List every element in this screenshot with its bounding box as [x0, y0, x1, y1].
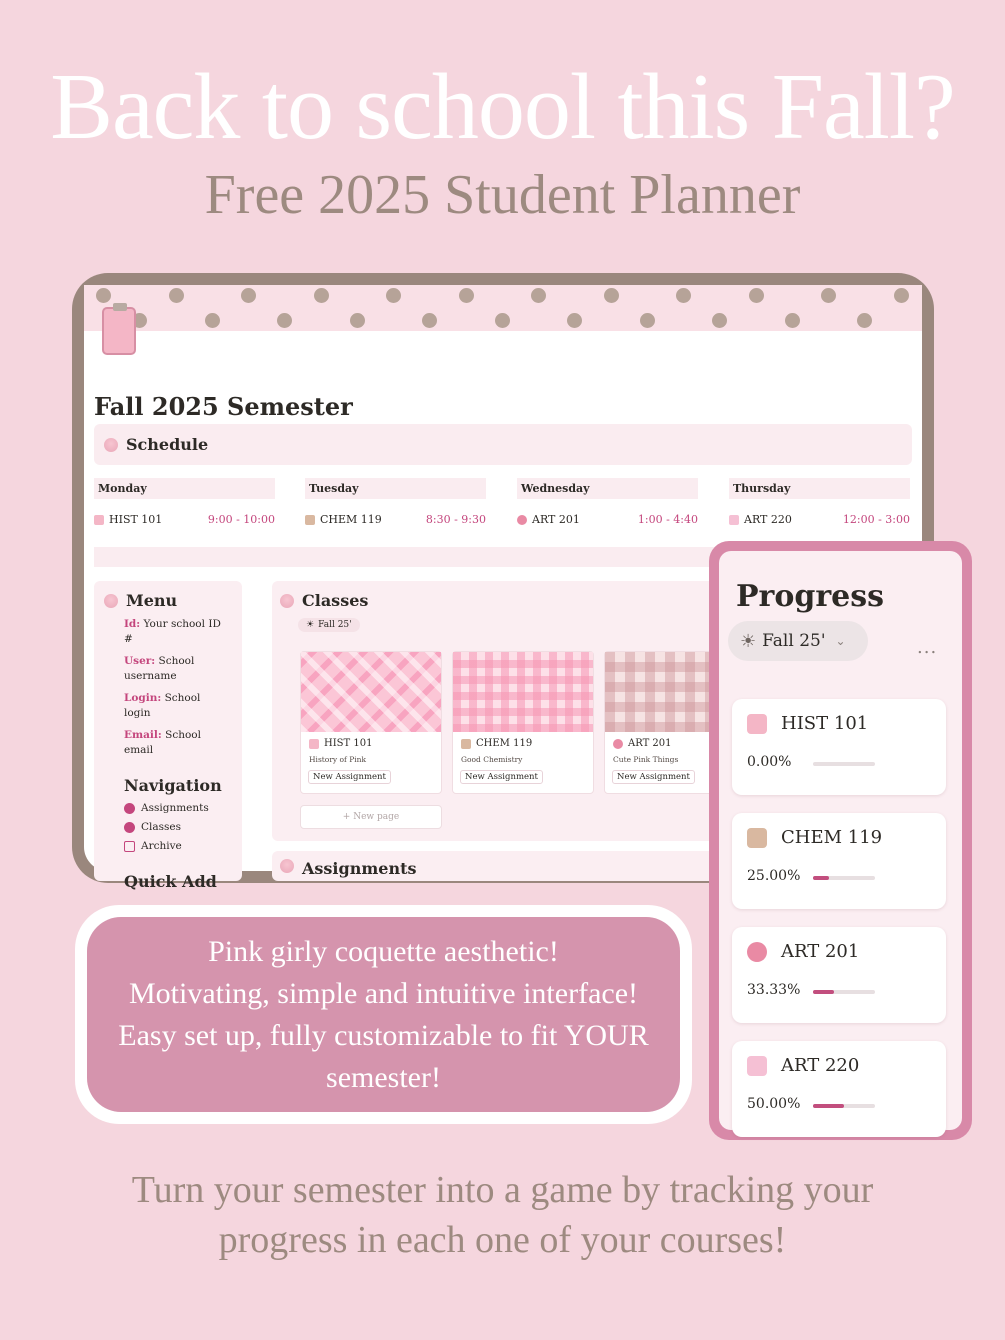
footer-text	[0, 1165, 1005, 1265]
hero-subtitle: Free 2025 Student Planner	[204, 164, 801, 226]
polka-dot	[241, 288, 256, 303]
new-assignment-button[interactable]: New Assignment	[612, 770, 695, 784]
course-time: 9:00 - 10:00	[207, 513, 275, 526]
progress-card[interactable]: HIST 101 0.00%	[732, 699, 946, 795]
footer-line: Turn your semester into a game by tracking your	[131, 1169, 874, 1211]
chevron-down-icon: ⌄	[835, 634, 846, 648]
clipboard-icon	[747, 714, 767, 734]
heart-icon	[104, 438, 118, 452]
progress-card[interactable]: CHEM 119 25.00%	[732, 813, 946, 909]
promo-line: Pink girly coquette aesthetic!	[208, 934, 559, 968]
navigation-heading: Navigation	[124, 776, 222, 795]
progress-percent: 25.00%	[747, 868, 801, 884]
card-description: Cute Pink Things	[613, 755, 679, 764]
semester-filter[interactable]: ☀ Fall 25'	[298, 618, 360, 632]
polka-dot	[749, 288, 764, 303]
page-title: Fall 2025 Semester	[94, 392, 353, 421]
polka-dot	[640, 313, 655, 328]
polka-dot	[676, 288, 691, 303]
course-name: CHEM 119	[320, 513, 382, 526]
menu-panel	[94, 581, 242, 891]
hero-title: Back to school this Fall?	[50, 55, 955, 159]
nav-item-assignments[interactable]: Assignments	[104, 802, 230, 814]
polka-dot-banner	[84, 285, 922, 331]
progress-phone	[709, 541, 972, 1140]
polka-dot	[277, 313, 292, 328]
new-assignment-button[interactable]: New Assignment	[460, 770, 543, 784]
clipboard-icon	[102, 307, 136, 355]
menu-heading: Menu	[126, 591, 178, 610]
more-options-icon[interactable]: ...	[917, 637, 938, 658]
polka-dot	[567, 313, 582, 328]
polka-dot	[205, 313, 220, 328]
course-time: 8:30 - 9:30	[425, 513, 486, 526]
class-card-art[interactable]: ART 201 Cute Pink Things New Assignment	[604, 651, 746, 794]
laptop-icon	[124, 841, 135, 852]
promo-line: Motivating, simple and intuitive interface!	[128, 976, 639, 1010]
polka-dot	[712, 313, 727, 328]
course-name: ART 201	[532, 513, 580, 526]
card-cover	[453, 652, 593, 732]
progress-bar	[813, 876, 875, 880]
assignments-heading: Assignments	[302, 859, 417, 878]
progress-title: Progress	[736, 579, 885, 614]
heart-icon	[280, 594, 294, 608]
schedule-day-monday	[94, 478, 275, 526]
progress-bar	[813, 762, 875, 766]
schedule-header[interactable]	[94, 424, 912, 465]
sun-icon: ☀	[740, 630, 757, 652]
polka-dot	[96, 288, 111, 303]
clipboard-icon	[309, 739, 319, 749]
books-icon	[747, 828, 767, 848]
rose-icon	[613, 739, 623, 749]
day-name: Thursday	[729, 478, 910, 499]
sun-icon: ☀	[306, 620, 315, 630]
menu-row-email: Email: School email	[124, 729, 201, 756]
day-name: Monday	[94, 478, 275, 499]
classes-panel	[272, 581, 732, 841]
polka-dot	[604, 288, 619, 303]
books-icon	[461, 739, 471, 749]
schedule-day-thursday	[729, 478, 910, 526]
progress-card[interactable]: ART 220 50.00%	[732, 1041, 946, 1137]
card-description: History of Pink	[309, 755, 367, 764]
day-name: Wednesday	[517, 478, 698, 499]
polka-dot	[531, 288, 546, 303]
rose-icon	[747, 942, 767, 962]
progress-panel	[719, 551, 962, 1130]
polka-dot	[314, 288, 329, 303]
schedule-day-tuesday	[305, 478, 486, 526]
polka-dot	[422, 313, 437, 328]
course-time: 1:00 - 4:40	[637, 513, 698, 526]
card-cover	[301, 652, 441, 732]
books-icon	[305, 515, 315, 525]
schedule-day-wednesday	[517, 478, 698, 526]
nav-item-archive[interactable]: Archive	[104, 840, 230, 852]
rose-icon	[124, 822, 135, 833]
promo-line: Easy set up, fully customizable to fit YOUR	[118, 1018, 649, 1052]
progress-percent: 50.00%	[747, 1096, 801, 1112]
rose-icon	[124, 803, 135, 814]
footer-line: progress in each one of your courses!	[218, 1219, 787, 1261]
polka-dot	[169, 288, 184, 303]
menu-row-user: User: School username	[124, 655, 195, 682]
polka-dot	[459, 288, 474, 303]
menu-row-id: Id: Your school ID #	[124, 618, 221, 645]
polka-dot	[495, 313, 510, 328]
progress-filter[interactable]: ☀ Fall 25' ⌄	[728, 621, 868, 661]
promo-box	[75, 905, 692, 1124]
nav-item-classes[interactable]: Classes	[104, 821, 230, 833]
menu-row-login: Login: School login	[124, 692, 201, 719]
course-name: HIST 101	[109, 513, 163, 526]
schedule-heading: Schedule	[126, 435, 209, 454]
quick-add-heading: Quick Add	[124, 872, 217, 891]
assignments-section[interactable]	[272, 851, 732, 881]
classes-heading: Classes	[302, 591, 369, 610]
polka-dot	[821, 288, 836, 303]
clipboard-icon	[94, 515, 104, 525]
schedule-item[interactable]	[517, 513, 698, 526]
schedule-item[interactable]	[305, 513, 486, 526]
progress-card[interactable]: ART 201 33.33%	[732, 927, 946, 1023]
schedule-item[interactable]	[729, 513, 910, 526]
card-description: Good Chemistry	[461, 755, 523, 764]
course-time: 12:00 - 3:00	[842, 513, 910, 526]
class-card-hist[interactable]: HIST 101 History of Pink New Assignment	[300, 651, 442, 794]
progress-percent: 0.00%	[747, 754, 792, 770]
course-name: ART 220	[744, 513, 792, 526]
promo-text	[87, 917, 680, 1112]
progress-bar	[813, 1104, 875, 1108]
new-assignment-button[interactable]: New Assignment	[308, 770, 391, 784]
polka-dot	[857, 313, 872, 328]
polka-dot	[894, 288, 909, 303]
day-name: Tuesday	[305, 478, 486, 499]
polka-dot	[785, 313, 800, 328]
polka-dot	[386, 288, 401, 303]
music-icon	[747, 1056, 767, 1076]
heart-icon	[280, 859, 294, 873]
progress-bar	[813, 990, 875, 994]
heart-icon	[104, 594, 118, 608]
music-icon	[729, 515, 739, 525]
schedule-item[interactable]	[94, 513, 275, 526]
rose-icon	[517, 515, 527, 525]
polka-dot	[350, 313, 365, 328]
new-page-button[interactable]: + New page	[300, 805, 442, 829]
promo-line: semester!	[326, 1060, 441, 1094]
progress-percent: 33.33%	[747, 982, 801, 998]
class-card-chem[interactable]: CHEM 119 Good Chemistry New Assignment	[452, 651, 594, 794]
